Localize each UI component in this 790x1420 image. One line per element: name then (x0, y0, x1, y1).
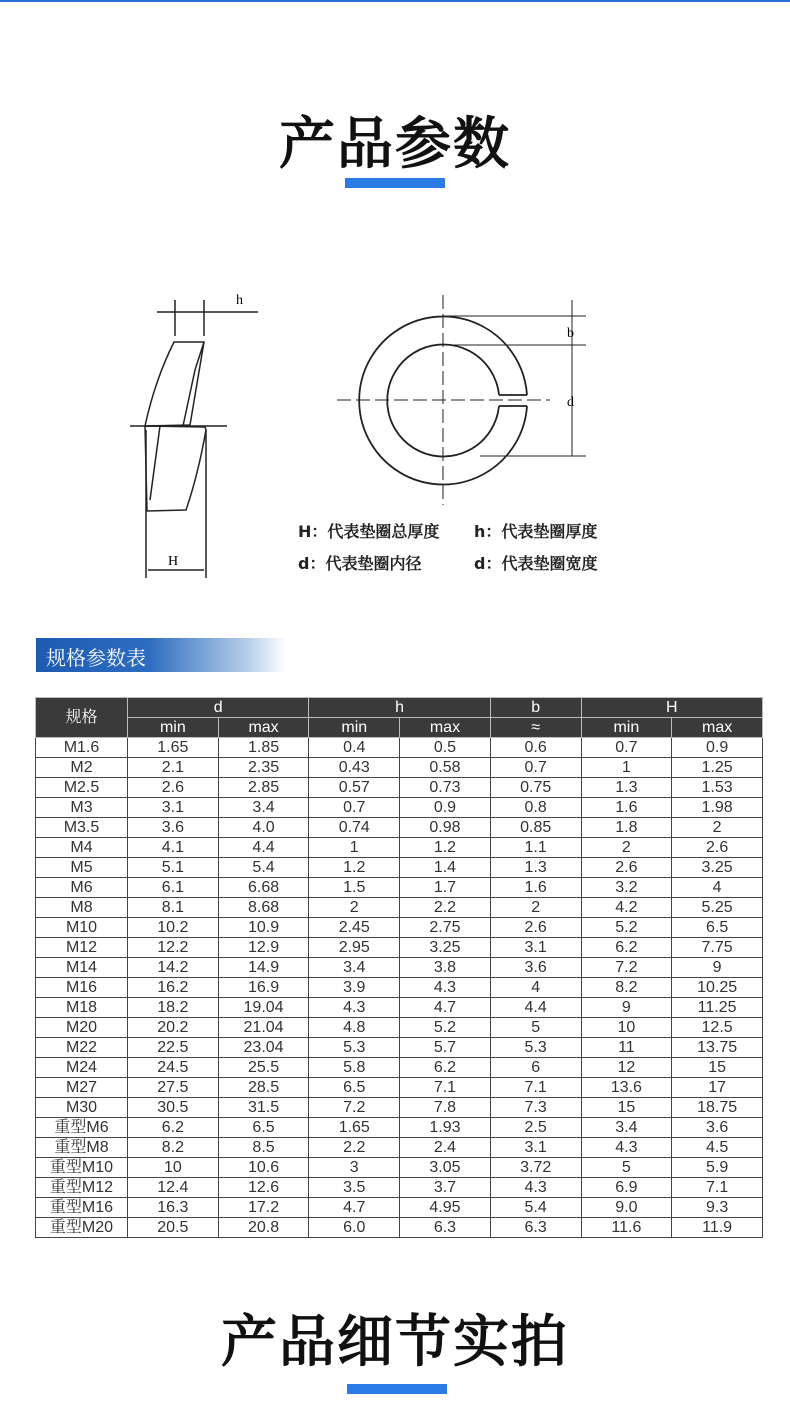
value-cell: 5.9 (672, 1158, 763, 1178)
value-cell: 10.25 (672, 978, 763, 998)
value-cell: 2.2 (400, 898, 491, 918)
value-cell: 2.75 (400, 918, 491, 938)
table-banner-label: 规格参数表 (46, 646, 146, 670)
spec-cell: M24 (36, 1058, 128, 1078)
value-cell: 3.6 (672, 1118, 763, 1138)
subheader: min (128, 718, 219, 738)
value-cell: 2 (672, 818, 763, 838)
value-cell: 8.5 (218, 1138, 309, 1158)
value-cell: 2.35 (218, 758, 309, 778)
value-cell: 0.4 (309, 738, 400, 758)
value-cell: 17.2 (218, 1198, 309, 1218)
table-row (36, 1098, 763, 1118)
value-cell: 5.4 (218, 858, 309, 878)
value-cell: 0.43 (309, 758, 400, 778)
spec-cell: 重型M20 (36, 1218, 128, 1238)
value-cell: 7.8 (400, 1098, 491, 1118)
table-row (36, 1178, 763, 1198)
value-cell: 20.2 (128, 1018, 219, 1038)
value-cell: 0.75 (490, 778, 581, 798)
subheader: ≈ (490, 718, 581, 738)
value-cell: 4.95 (400, 1198, 491, 1218)
value-cell: 6.2 (400, 1058, 491, 1078)
spec-cell: M2.5 (36, 778, 128, 798)
spec-cell: M8 (36, 898, 128, 918)
value-cell: 1 (581, 758, 672, 778)
value-cell: 7.1 (490, 1078, 581, 1098)
value-cell: 31.5 (218, 1098, 309, 1118)
value-cell: 4.3 (490, 1178, 581, 1198)
spec-cell: 重型M16 (36, 1198, 128, 1218)
washer-diagram (0, 280, 790, 600)
value-cell: 1.4 (400, 858, 491, 878)
subheader: max (218, 718, 309, 738)
label-H: H (168, 554, 179, 569)
value-cell: 6.3 (490, 1218, 581, 1238)
value-cell: 3.4 (581, 1118, 672, 1138)
value-cell: 4.5 (672, 1138, 763, 1158)
table-row (36, 1218, 763, 1238)
value-cell: 14.9 (218, 958, 309, 978)
spec-cell: 重型M6 (36, 1118, 128, 1138)
value-cell: 0.6 (490, 738, 581, 758)
table-row (36, 978, 763, 998)
spec-cell: 重型M10 (36, 1158, 128, 1178)
value-cell: 12.9 (218, 938, 309, 958)
value-cell: 4.3 (581, 1138, 672, 1158)
spec-cell: M3 (36, 798, 128, 818)
legend-h: h：代表垫圈厚度 (474, 522, 598, 541)
value-cell: 2.5 (490, 1118, 581, 1138)
value-cell: 0.8 (490, 798, 581, 818)
value-cell: 7.3 (490, 1098, 581, 1118)
value-cell: 5.3 (490, 1038, 581, 1058)
value-cell: 5.3 (309, 1038, 400, 1058)
value-cell: 4.2 (581, 898, 672, 918)
value-cell: 22.5 (128, 1038, 219, 1058)
value-cell: 0.9 (672, 738, 763, 758)
value-cell: 0.85 (490, 818, 581, 838)
value-cell: 14.2 (128, 958, 219, 978)
value-cell: 1.8 (581, 818, 672, 838)
table-row (36, 758, 763, 778)
value-cell: 25.5 (218, 1058, 309, 1078)
value-cell: 2 (490, 898, 581, 918)
section-title-params: 产品参数 (279, 112, 511, 177)
value-cell: 4.8 (309, 1018, 400, 1038)
value-cell: 3.05 (400, 1158, 491, 1178)
value-cell: 3.1 (128, 798, 219, 818)
value-cell: 3.25 (400, 938, 491, 958)
value-cell: 1.1 (490, 838, 581, 858)
value-cell: 0.73 (400, 778, 491, 798)
table-row (36, 1018, 763, 1038)
value-cell: 4.4 (218, 838, 309, 858)
table-row (36, 1118, 763, 1138)
value-cell: 1.85 (218, 738, 309, 758)
title-underline (345, 178, 445, 188)
spec-cell: M4 (36, 838, 128, 858)
value-cell: 12 (581, 1058, 672, 1078)
value-cell: 1.65 (128, 738, 219, 758)
spec-cell: M5 (36, 858, 128, 878)
value-cell: 18.75 (672, 1098, 763, 1118)
value-cell: 0.7 (309, 798, 400, 818)
table-row (36, 918, 763, 938)
value-cell: 5.8 (309, 1058, 400, 1078)
value-cell: 19.04 (218, 998, 309, 1018)
value-cell: 1.25 (672, 758, 763, 778)
value-cell: 1.53 (672, 778, 763, 798)
value-cell: 30.5 (128, 1098, 219, 1118)
value-cell: 3.6 (490, 958, 581, 978)
value-cell: 1.5 (309, 878, 400, 898)
value-cell: 0.74 (309, 818, 400, 838)
spec-cell: M22 (36, 1038, 128, 1058)
value-cell: 10.2 (128, 918, 219, 938)
value-cell: 8.1 (128, 898, 219, 918)
value-cell: 11.6 (581, 1218, 672, 1238)
spec-cell: M1.6 (36, 738, 128, 758)
value-cell: 6.3 (400, 1218, 491, 1238)
value-cell: 0.5 (400, 738, 491, 758)
spec-cell: M30 (36, 1098, 128, 1118)
table-row (36, 898, 763, 918)
table-row (36, 838, 763, 858)
value-cell: 2.4 (400, 1138, 491, 1158)
value-cell: 5.4 (490, 1198, 581, 1218)
value-cell: 6 (490, 1058, 581, 1078)
value-cell: 8.2 (581, 978, 672, 998)
value-cell: 5.7 (400, 1038, 491, 1058)
value-cell: 3.8 (400, 958, 491, 978)
spec-cell: 重型M8 (36, 1138, 128, 1158)
value-cell: 2.6 (128, 778, 219, 798)
value-cell: 11.25 (672, 998, 763, 1018)
value-cell: 8.2 (128, 1138, 219, 1158)
value-cell: 2.6 (672, 838, 763, 858)
value-cell: 6.1 (128, 878, 219, 898)
subheader: max (400, 718, 491, 738)
top-divider (0, 0, 790, 2)
value-cell: 0.58 (400, 758, 491, 778)
value-cell: 3.4 (309, 958, 400, 978)
value-cell: 9.0 (581, 1198, 672, 1218)
title-underline-2 (347, 1384, 447, 1394)
value-cell: 2 (581, 838, 672, 858)
table-row (36, 1078, 763, 1098)
value-cell: 5.2 (581, 918, 672, 938)
value-cell: 2.6 (581, 858, 672, 878)
value-cell: 3 (309, 1158, 400, 1178)
value-cell: 5 (490, 1018, 581, 1038)
value-cell: 1.6 (490, 878, 581, 898)
value-cell: 6.9 (581, 1178, 672, 1198)
value-cell: 11.9 (672, 1218, 763, 1238)
value-cell: 2.1 (128, 758, 219, 778)
value-cell: 7.2 (309, 1098, 400, 1118)
value-cell: 21.04 (218, 1018, 309, 1038)
table-row (36, 818, 763, 838)
value-cell: 4.7 (400, 998, 491, 1018)
value-cell: 4.4 (490, 998, 581, 1018)
value-cell: 4.7 (309, 1198, 400, 1218)
value-cell: 1.6 (581, 798, 672, 818)
table-row (36, 958, 763, 978)
value-cell: 24.5 (128, 1058, 219, 1078)
header-b: b (490, 698, 581, 718)
table-row (36, 1198, 763, 1218)
value-cell: 1.2 (309, 858, 400, 878)
value-cell: 2.45 (309, 918, 400, 938)
spec-cell: M6 (36, 878, 128, 898)
value-cell: 1.3 (581, 778, 672, 798)
value-cell: 3.1 (490, 1138, 581, 1158)
value-cell: 0.7 (490, 758, 581, 778)
header-h: h (309, 698, 490, 718)
value-cell: 6.0 (309, 1218, 400, 1238)
value-cell: 11 (581, 1038, 672, 1058)
value-cell: 16.9 (218, 978, 309, 998)
value-cell: 4.1 (128, 838, 219, 858)
value-cell: 10.6 (218, 1158, 309, 1178)
value-cell: 3.25 (672, 858, 763, 878)
header-d: d (128, 698, 309, 718)
value-cell: 13.75 (672, 1038, 763, 1058)
table-row (36, 798, 763, 818)
value-cell: 7.75 (672, 938, 763, 958)
side-view (130, 300, 258, 578)
header-H: H (581, 698, 762, 718)
spec-cell: M20 (36, 1018, 128, 1038)
value-cell: 6.2 (581, 938, 672, 958)
value-cell: 6.2 (128, 1118, 219, 1138)
value-cell: 0.9 (400, 798, 491, 818)
value-cell: 4.3 (309, 998, 400, 1018)
value-cell: 9 (672, 958, 763, 978)
value-cell: 13.6 (581, 1078, 672, 1098)
value-cell: 0.57 (309, 778, 400, 798)
spec-table (35, 697, 763, 1238)
spec-cell: M3.5 (36, 818, 128, 838)
value-cell: 9 (581, 998, 672, 1018)
value-cell: 5 (581, 1158, 672, 1178)
subheader: min (309, 718, 400, 738)
top-view (337, 295, 586, 505)
value-cell: 8.68 (218, 898, 309, 918)
value-cell: 5.2 (400, 1018, 491, 1038)
value-cell: 1.2 (400, 838, 491, 858)
value-cell: 5.1 (128, 858, 219, 878)
value-cell: 1.7 (400, 878, 491, 898)
value-cell: 3.6 (128, 818, 219, 838)
value-cell: 7.1 (400, 1078, 491, 1098)
value-cell: 6.5 (218, 1118, 309, 1138)
table-row (36, 778, 763, 798)
value-cell: 28.5 (218, 1078, 309, 1098)
value-cell: 2.2 (309, 1138, 400, 1158)
value-cell: 20.5 (128, 1218, 219, 1238)
value-cell: 10 (128, 1158, 219, 1178)
value-cell: 7.1 (672, 1178, 763, 1198)
legend-d-inner: d：代表垫圈内径 (298, 554, 422, 573)
table-row (36, 1158, 763, 1178)
value-cell: 3.7 (400, 1178, 491, 1198)
header-spec: 规格 (36, 698, 128, 738)
value-cell: 2 (309, 898, 400, 918)
value-cell: 23.04 (218, 1038, 309, 1058)
value-cell: 16.3 (128, 1198, 219, 1218)
value-cell: 6.5 (309, 1078, 400, 1098)
spec-cell: M10 (36, 918, 128, 938)
subheader: max (672, 718, 763, 738)
table-row (36, 738, 763, 758)
legend-d-width: d：代表垫圈宽度 (474, 554, 598, 573)
value-cell: 2.6 (490, 918, 581, 938)
spec-cell: M14 (36, 958, 128, 978)
value-cell: 3.4 (218, 798, 309, 818)
value-cell: 4 (490, 978, 581, 998)
value-cell: 3.72 (490, 1158, 581, 1178)
table-banner (36, 638, 286, 672)
table-row (36, 938, 763, 958)
table-row (36, 858, 763, 878)
value-cell: 27.5 (128, 1078, 219, 1098)
spec-cell: M2 (36, 758, 128, 778)
value-cell: 0.7 (581, 738, 672, 758)
label-d: d (567, 395, 574, 410)
subheader: min (581, 718, 672, 738)
value-cell: 15 (672, 1058, 763, 1078)
spec-cell: M18 (36, 998, 128, 1018)
value-cell: 3.1 (490, 938, 581, 958)
table-row (36, 998, 763, 1018)
value-cell: 3.9 (309, 978, 400, 998)
value-cell: 3.5 (309, 1178, 400, 1198)
value-cell: 17 (672, 1078, 763, 1098)
value-cell: 2.95 (309, 938, 400, 958)
value-cell: 1 (309, 838, 400, 858)
table-row (36, 1138, 763, 1158)
label-b: b (567, 326, 574, 341)
value-cell: 12.5 (672, 1018, 763, 1038)
table-row (36, 878, 763, 898)
value-cell: 4 (672, 878, 763, 898)
legend-H: H：代表垫圈总厚度 (298, 522, 440, 541)
value-cell: 20.8 (218, 1218, 309, 1238)
value-cell: 1.65 (309, 1118, 400, 1138)
value-cell: 1.3 (490, 858, 581, 878)
value-cell: 10.9 (218, 918, 309, 938)
section-title-details: 产品细节实拍 (221, 1310, 569, 1375)
value-cell: 4.3 (400, 978, 491, 998)
spec-cell: M27 (36, 1078, 128, 1098)
value-cell: 9.3 (672, 1198, 763, 1218)
value-cell: 4.0 (218, 818, 309, 838)
value-cell: 3.2 (581, 878, 672, 898)
spec-cell: M16 (36, 978, 128, 998)
spec-cell: M12 (36, 938, 128, 958)
value-cell: 1.98 (672, 798, 763, 818)
value-cell: 18.2 (128, 998, 219, 1018)
label-h: h (236, 293, 243, 308)
value-cell: 5.25 (672, 898, 763, 918)
value-cell: 1.93 (400, 1118, 491, 1138)
value-cell: 6.68 (218, 878, 309, 898)
value-cell: 12.4 (128, 1178, 219, 1198)
value-cell: 12.2 (128, 938, 219, 958)
value-cell: 16.2 (128, 978, 219, 998)
value-cell: 0.98 (400, 818, 491, 838)
value-cell: 6.5 (672, 918, 763, 938)
value-cell: 2.85 (218, 778, 309, 798)
table-row (36, 1038, 763, 1058)
value-cell: 12.6 (218, 1178, 309, 1198)
value-cell: 7.2 (581, 958, 672, 978)
value-cell: 10 (581, 1018, 672, 1038)
spec-cell: 重型M12 (36, 1178, 128, 1198)
table-row (36, 1058, 763, 1078)
value-cell: 15 (581, 1098, 672, 1118)
